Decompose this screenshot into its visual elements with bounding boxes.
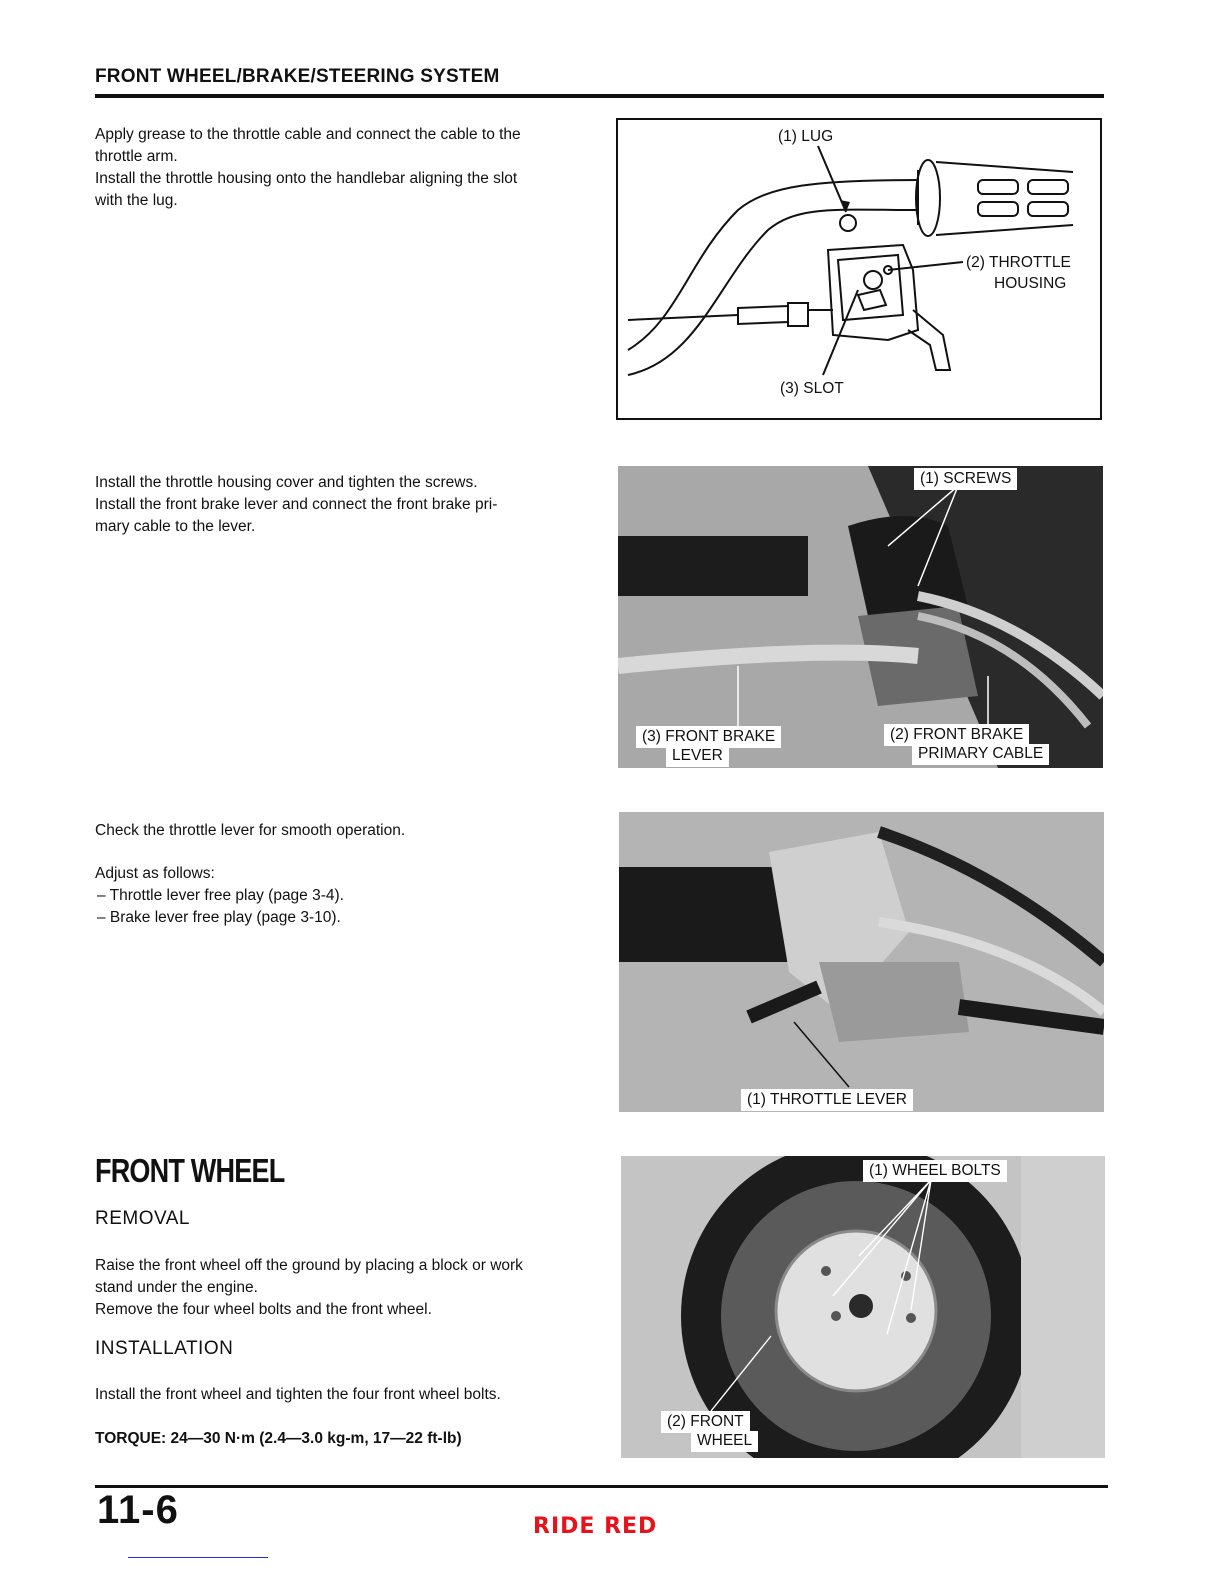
text-line: Check the throttle lever for smooth operation. [95, 822, 406, 839]
text-line: throttle arm. [95, 148, 178, 165]
torque-spec: TORQUE: 24—30 N·m (2.4—3.0 kg-m, 17—22 ft-lb) [95, 1430, 462, 1447]
removal-instructions [95, 1255, 605, 1321]
section-title-front-wheel: FRONT WHEEL [95, 1152, 285, 1189]
page-number: 11-6 [97, 1488, 179, 1532]
text-line: Install the front brake lever and connect the front brake pri- [95, 496, 498, 513]
footer-link-underline [128, 1557, 268, 1558]
callout-front-wheel-2: WHEEL [691, 1431, 758, 1452]
callout-throttle-housing-1: (2) THROTTLE [966, 254, 1071, 271]
step-adjust [95, 863, 605, 929]
text-line: mary cable to the lever. [95, 518, 256, 535]
callout-slot: (3) SLOT [780, 380, 844, 397]
text-line: Raise the front wheel off the ground by placing a block or work [95, 1257, 523, 1274]
callout-brake-lever-1: (3) FRONT BRAKE [636, 726, 781, 748]
callout-brake-lever-2: LEVER [666, 746, 729, 767]
callout-front-wheel-1: (2) FRONT [661, 1411, 750, 1433]
callout-throttle-housing-2: HOUSING [994, 275, 1067, 292]
installation-instructions: Install the front wheel and tighten the four front wheel bolts. [95, 1386, 501, 1403]
page-header-title: FRONT WHEEL/BRAKE/STEERING SYSTEM [95, 66, 500, 87]
step-housing-cover [95, 472, 605, 538]
text-line: – Throttle lever free play (page 3-4). [97, 887, 344, 904]
housing-cover-photo-art [618, 466, 1103, 768]
subhead-installation: INSTALLATION [95, 1338, 234, 1359]
text-line: stand under the engine. [95, 1279, 258, 1296]
figure-throttle-lever-photo [619, 812, 1104, 1112]
step-check-throttle [95, 820, 605, 842]
figure-housing-cover-photo [618, 466, 1103, 768]
throttle-lever-photo-art [619, 812, 1104, 1112]
callout-throttle-lever: (1) THROTTLE LEVER [741, 1089, 913, 1111]
text-line: Adjust as follows: [95, 865, 215, 882]
text-line: with the lug. [95, 192, 178, 209]
text-line: – Brake lever free play (page 3-10). [97, 909, 341, 926]
callout-screws: (1) SCREWS [914, 468, 1017, 490]
text-line: Install the throttle housing cover and tighten the screws. [95, 474, 478, 491]
figure-throttle-housing-diagram [616, 118, 1102, 420]
callout-wheel-bolts: (1) WHEEL BOLTS [863, 1160, 1007, 1182]
footer-rule [95, 1485, 1108, 1488]
text-line: Remove the four wheel bolts and the front wheel. [95, 1301, 432, 1318]
text-line: Apply grease to the throttle cable and connect the cable to the [95, 126, 521, 143]
callout-primary-cable-2: PRIMARY CABLE [912, 744, 1049, 765]
step-throttle-cable [95, 124, 605, 212]
subhead-removal: REMOVAL [95, 1208, 191, 1229]
callout-lug: (1) LUG [778, 128, 834, 145]
callout-primary-cable-1: (2) FRONT BRAKE [884, 724, 1029, 746]
header-rule [95, 94, 1104, 98]
watermark-ride-red: RIDE RED [533, 1514, 658, 1539]
figure-front-wheel-photo [621, 1156, 1105, 1458]
text-line: Install the throttle housing onto the handlebar aligning the slot [95, 170, 518, 187]
